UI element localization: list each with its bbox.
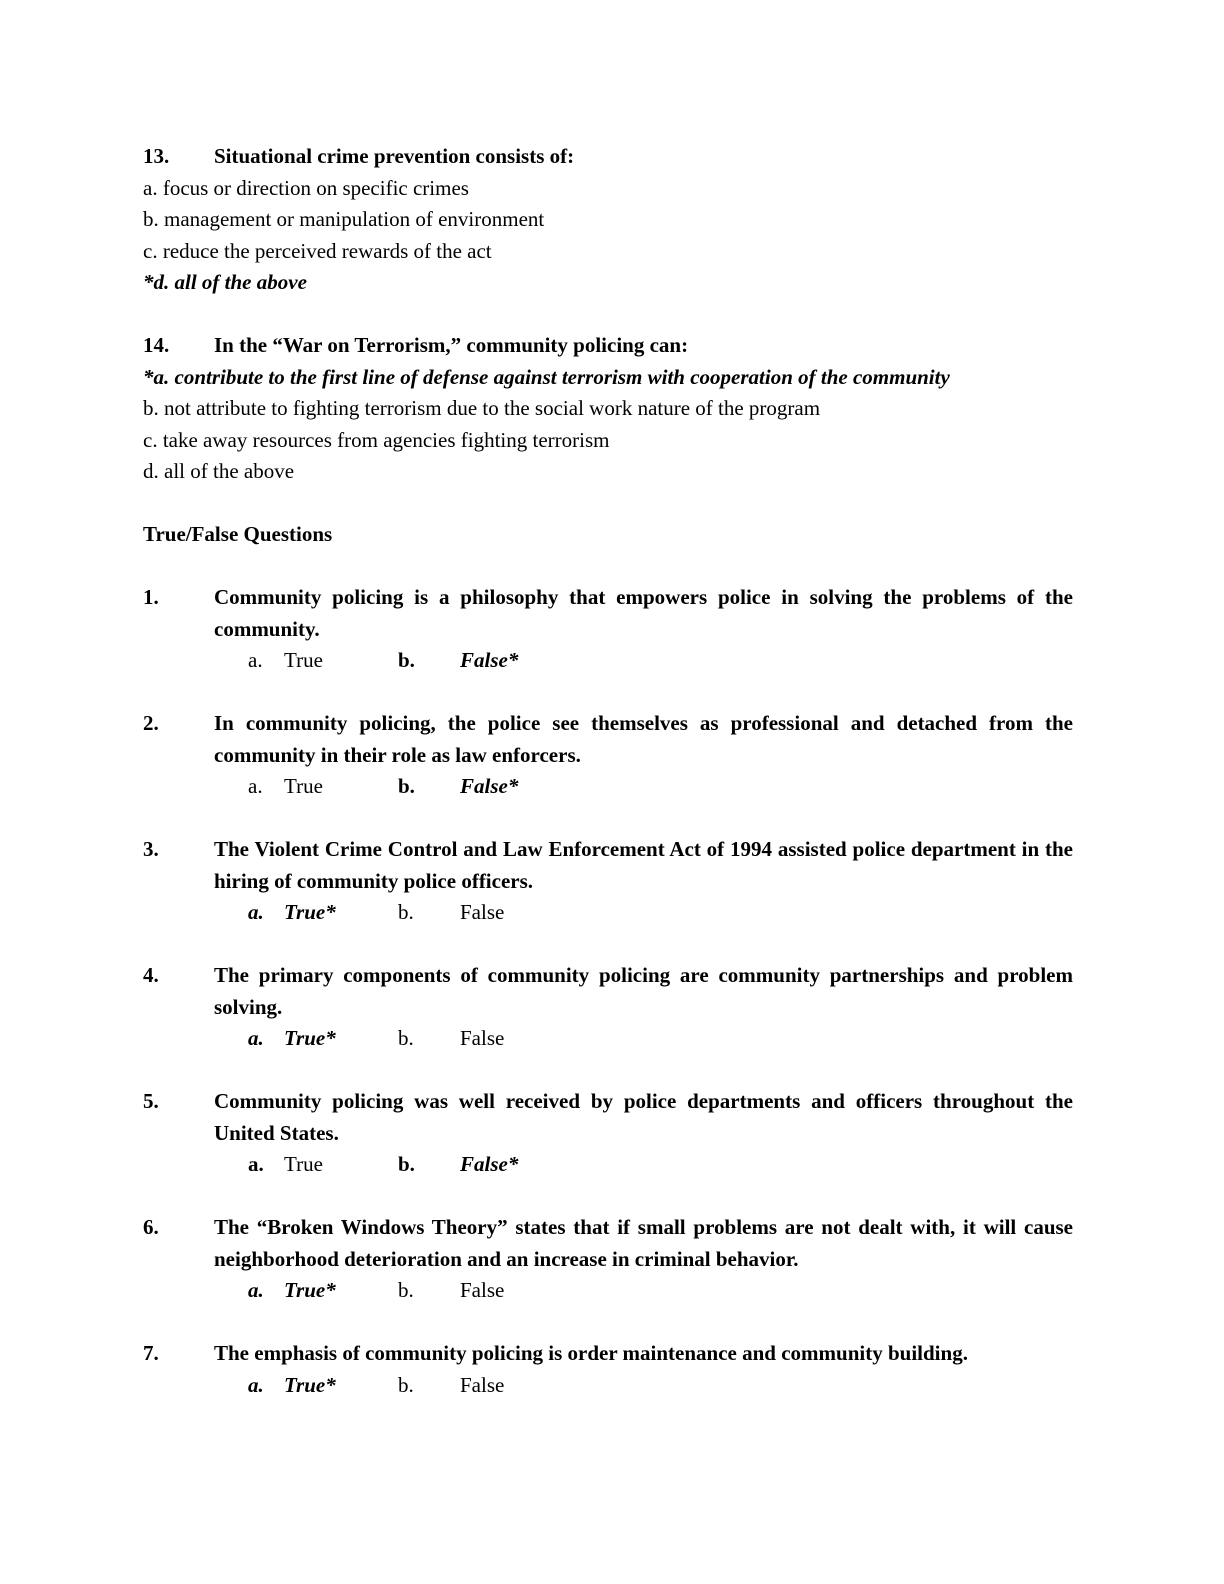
question-text: In community policing, the police see themselves as professional and detached from the community in their role as law enforcers.: [214, 711, 1073, 767]
answer-option: c. take away resources from agencies fighting terrorism: [143, 427, 610, 452]
question-number: 2.: [143, 711, 159, 735]
choice-b-letter: b.: [398, 648, 415, 672]
document-page: [143, 141, 1073, 1433]
answer-choices: [143, 1149, 1073, 1181]
tf-question-6: [143, 1212, 1073, 1338]
choice-b-text: False: [460, 1026, 505, 1050]
choice-b-text: False*: [460, 648, 519, 672]
choice-a-letter: a.: [248, 1026, 264, 1050]
true-false-list: [143, 582, 1073, 1433]
answer-choices: [143, 1370, 1073, 1402]
correct-answer-option: *d. all of the above: [143, 270, 307, 294]
choice-b-letter: b.: [398, 1026, 414, 1050]
tf-question-5: [143, 1086, 1073, 1212]
question-number: 1.: [143, 585, 159, 609]
question-text: Community policing is a philosophy that empowers police in solving the problems of the community.: [214, 585, 1073, 641]
choice-b-text: False*: [460, 1152, 519, 1176]
answer-choices: [143, 771, 1073, 803]
question-text: The Violent Crime Control and Law Enforcement Act of 1994 assisted police department in the hiring of community police officers.: [214, 837, 1073, 893]
tf-question-1: [143, 582, 1073, 708]
answer-choices: [143, 645, 1073, 677]
choice-a-letter: a.: [248, 1372, 264, 1397]
question-number: 13.: [143, 144, 170, 168]
question-text: Community policing was well received by police departments and officers throughout the United States.: [214, 1089, 1073, 1145]
question-number: 5.: [143, 1089, 159, 1113]
tf-question-3: [143, 834, 1073, 960]
answer-option: a. focus or direction on specific crimes: [143, 175, 469, 200]
choice-a-letter: a.: [248, 900, 264, 924]
choice-a-text: True: [284, 648, 323, 672]
choice-b-letter: b.: [398, 1372, 414, 1397]
question-number: 7.: [143, 1341, 159, 1365]
section-heading: True/False Questions: [143, 522, 333, 546]
question-text: Situational crime prevention consists of:: [214, 144, 575, 168]
answer-option: b. management or manipulation of environment: [143, 207, 545, 231]
tf-question-2: [143, 708, 1073, 834]
question-number: 3.: [143, 837, 159, 861]
choice-a-letter: a.: [248, 774, 263, 798]
question-text: The “Broken Windows Theory” states that if small problems are not dealt with, it will cause neighborhood deterioration and an increase in criminal behavior.: [214, 1215, 1073, 1271]
correct-answer-option: *a. contribute to the first line of defense against terrorism with cooperation of the community: [143, 364, 950, 389]
question-number: 4.: [143, 963, 159, 987]
choice-a-text: True*: [284, 1026, 336, 1050]
question-text: The primary components of community policing are community partnerships and problem solving.: [214, 963, 1073, 1019]
choice-a-text: True*: [284, 1372, 336, 1397]
mc-question-14: [143, 330, 1073, 362]
choice-a-text: True: [284, 774, 323, 798]
choice-a-text: True: [284, 1152, 323, 1176]
choice-b-text: False: [460, 1372, 505, 1397]
answer-option: c. reduce the perceived rewards of the act: [143, 238, 492, 263]
choice-b-letter: b.: [398, 1278, 414, 1302]
choice-a-letter: a.: [248, 648, 263, 672]
choice-a-text: True*: [284, 1278, 336, 1302]
choice-b-text: False: [460, 1278, 505, 1302]
question-text: The emphasis of community policing is order maintenance and community building.: [214, 1341, 968, 1365]
question-number: 14.: [143, 333, 170, 357]
choice-b-text: False*: [460, 774, 519, 798]
choice-a-letter: a.: [248, 1278, 264, 1302]
question-number: 6.: [143, 1215, 159, 1239]
answer-choices: [143, 1275, 1073, 1307]
tf-question-7: [143, 1338, 1073, 1433]
answer-choices: [143, 1023, 1073, 1055]
choice-b-text: False: [460, 900, 505, 924]
answer-option: d. all of the above: [143, 459, 295, 483]
choice-b-letter: b.: [398, 774, 415, 798]
tf-question-4: [143, 960, 1073, 1086]
question-text: In the “War on Terrorism,” community policing can:: [214, 333, 689, 357]
choice-b-letter: b.: [398, 900, 414, 924]
answer-choices: [143, 897, 1073, 929]
answer-option: b. not attribute to fighting terrorism due to the social work nature of the program: [143, 396, 821, 420]
choice-b-letter: b.: [398, 1152, 415, 1176]
mc-question-13: [143, 141, 1073, 173]
choice-a-text: True*: [284, 900, 336, 924]
choice-a-letter: a.: [248, 1152, 264, 1176]
